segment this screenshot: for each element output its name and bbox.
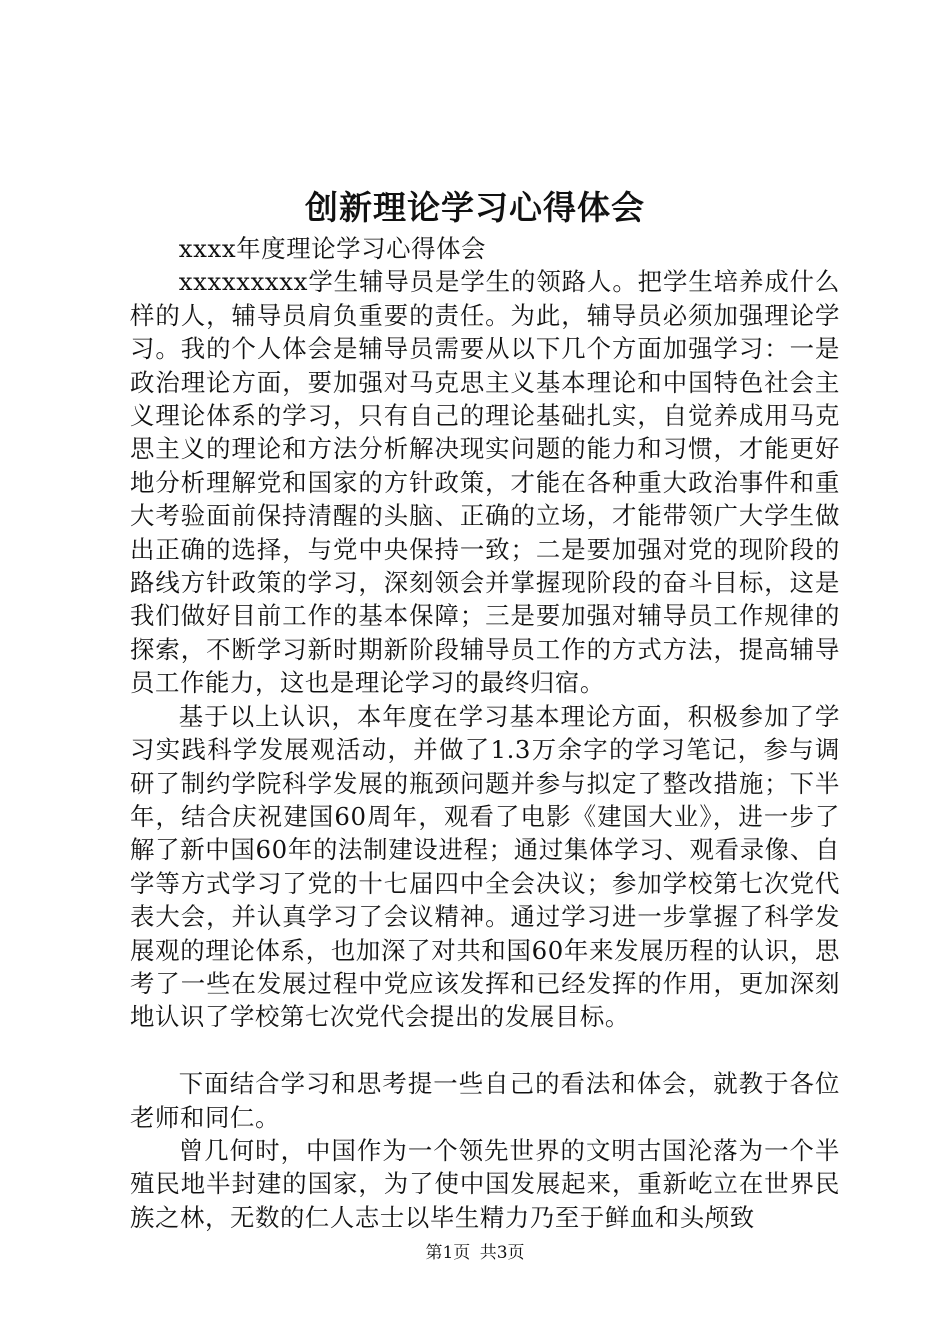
document-title: 创新理论学习心得体会 (305, 188, 645, 227)
paragraph-2: 基于以上认识，本年度在学习基本理论方面，积极参加了学习实践科学发展观活动，并做了1.3万余字的学习笔记，参与调研了制约学院科学发展的瓶颈问题并参与拟定了整改措施；下半年，结合庆祝建国60周年，观看了电影《建国大业》，进一步了解了新中国60年的法制建设进程；通过集体学习、观看录像、自学等方式学习了党的十七届四中全会决议；参加学校第七次党代表大会，并认真学习了会议精神。通过学习进一步掌握了科学发展观的理论体系，也加深了对共和国60年来发展历程的认识，思考了一些在发展过程中党应该发挥和已经发挥的作用，更加深刻地认识了学校第七次党代会提出的发展目标。 (130, 701, 840, 1032)
paragraph-3: 下面结合学习和思考提一些自己的看法和体会，就教于各位老师和同仁。 (130, 1069, 840, 1132)
page-footer: 第1页 共3页 (425, 1243, 525, 1263)
paragraph-4: 曾几何时，中国作为一个领先世界的文明古国沦落为一个半殖民地半封建的国家，为了使中国发展起来，重新屹立在世界民族之林，无数的仁人志士以毕生精力乃至于鲜血和头颅致 (130, 1135, 840, 1232)
paragraph-1: xxxxxxxxx学生辅导员是学生的领路人。把学生培养成什么样的人，辅导员肩负重要的责任。为此，辅导员必须加强理论学习。我的个人体会是辅导员需要从以下几个方面加强学习：一是政治理论方面，要加强对马克思主义基本理论和中国特色社会主义理论体系的学习，只有自己的理论基础扎实，自觉养成用马克思主义的理论和方法分析解决现实问题的能力和习惯，才能更好地分析理解党和国家的方针政策，才能在各种重大政治事件和重大考验面前保持清醒的头脑、正确的立场，才能带领广大学生做出正确的选择，与党中央保持一致；二是要加强对党的现阶段的路线方针政策的学习，深刻领会并掌握现阶段的奋斗目标，这是我们做好目前工作的基本保障；三是要加强对辅导员工作规律的探索，不断学习新时期新阶段辅导员工作的方式方法，提高辅导员工作能力，这也是理论学习的最终归宿。 (130, 267, 840, 698)
document-body (130, 232, 840, 1234)
paragraph-subtitle: xxxx年度理论学习心得体会 (178, 234, 487, 263)
paragraph-spacer (130, 1034, 840, 1067)
